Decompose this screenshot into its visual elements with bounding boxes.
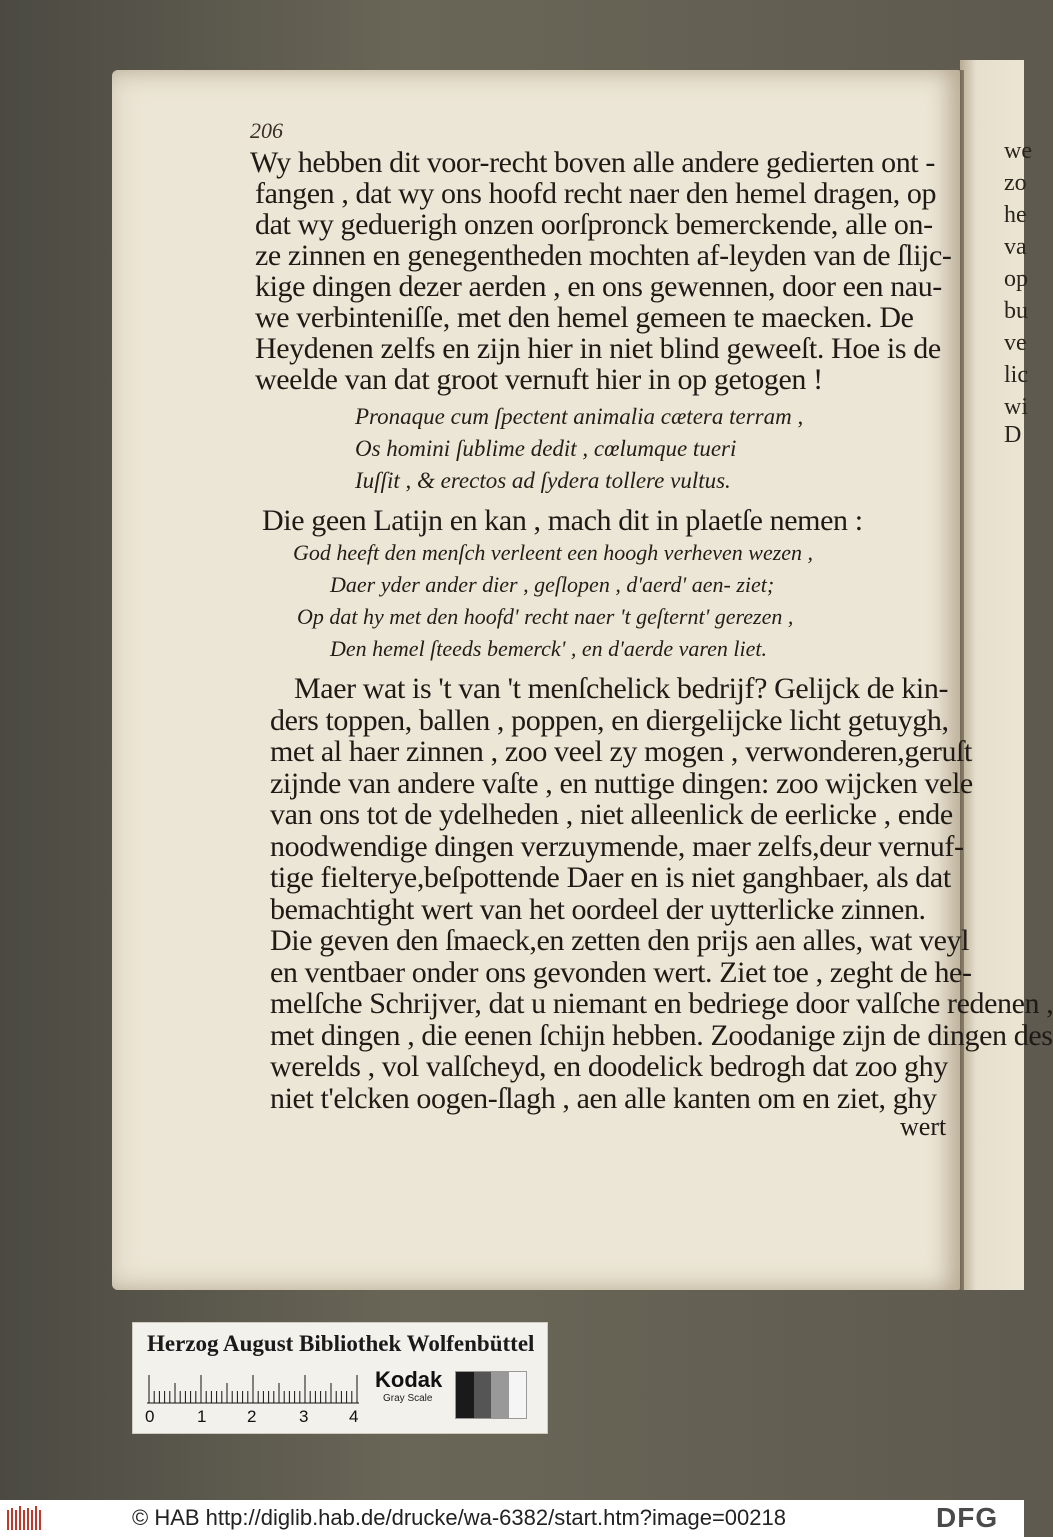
color-calibration-card <box>132 1322 548 1434</box>
catchword: wert <box>900 1112 947 1141</box>
text-line: Die geven den ſmaeck,en zetten den prijs aen alles, wat veyl <box>270 924 970 957</box>
next-page-fragment: bu <box>1004 298 1028 324</box>
text-line: niet t'elcken oogen-ſlagh , aen alle kanten om en ziet, ghy <box>270 1082 937 1115</box>
text-line: we verbinteniſſe, met den hemel gemeen te maecken. De <box>255 301 914 334</box>
next-page-fragment: we <box>1004 138 1032 164</box>
ruler-number: 3 <box>299 1407 309 1426</box>
text-line: noodwendige dingen verzuymende, maer zelfs,deur vernuf- <box>270 830 964 863</box>
copyright-link[interactable]: © HAB http://diglib.hab.de/drucke/wa-6382/start.htm?image=00218 <box>132 1505 786 1530</box>
text-line: met al haer zinnen , zoo veel zy mogen , verwonderen,geruſt <box>270 735 972 768</box>
next-page-fragment: D <box>1004 422 1022 448</box>
text-line: van ons tot de ydelheden , niet alleenlick de eerlicke , ende <box>270 798 953 831</box>
verse-line: Op dat hy met den hoofd' recht naer 't geſternt' gerezen , <box>297 604 794 629</box>
next-page-fragment: lic <box>1004 362 1028 388</box>
next-page-fragment: he <box>1004 202 1027 228</box>
text-line: Heydenen zelfs en zijn hier in niet blind geweeſt. Hoe is de <box>255 332 941 365</box>
verse-line: Daer yder ander dier , geſlopen , d'aerd' aen- ziet; <box>330 572 775 597</box>
text-line: zijnde van andere vaſte , en nuttige dingen: zoo wijcken vele <box>270 767 973 800</box>
dfg-logo: DFG <box>936 1502 999 1533</box>
text-line: met dingen , die eenen ſchijn hebben. Zoodanige zijn de dingen des <box>270 1019 1053 1052</box>
ruler-number: 1 <box>197 1407 207 1426</box>
text-line: Maer wat is 't van 't menſchelick bedrijf? Gelijck de kin- <box>294 672 949 705</box>
text-line: melſche Schrijver, dat u niemant en bedriege door valſche redenen , <box>270 987 1053 1020</box>
library-name: Herzog August Bibliothek Wolfenbüttel <box>147 1331 535 1356</box>
gray-scale-label: Gray Scale <box>383 1393 433 1404</box>
page-number: 206 <box>250 118 283 143</box>
text-line: tige fielterye,beſpottende Daer en is niet ganghbaer, als dat <box>270 861 951 894</box>
hab-logo-icon <box>6 1506 46 1532</box>
text-line: ze zinnen en genegentheden mochten af-leyden van de ſlijc- <box>255 239 952 272</box>
next-page-fragment: va <box>1004 234 1027 260</box>
verse-line: Os homini ſublime dedit , cœlumque tueri <box>355 436 737 461</box>
text-line: werelds , vol valſcheyd, en doodelick bedrogh dat zoo ghy <box>270 1050 948 1083</box>
ruler-number: 0 <box>145 1407 155 1426</box>
text-line: dat wy geduerigh onzen oorſpronck bemerckende, alle on- <box>255 208 933 241</box>
text-line: fangen , dat wy ons hoofd recht naer den hemel dragen, op <box>255 177 937 210</box>
verse-line: Iuſſit , & erectos ad ſydera tollere vultus. <box>355 468 731 493</box>
text-line: ders toppen, ballen , poppen, en diergelijcke licht getuygh, <box>270 704 949 737</box>
verse-line: God heeft den menſch verleent een hoogh verheven wezen , <box>293 540 814 565</box>
next-page-fragment: zo <box>1004 170 1027 196</box>
text-line: Wy hebben dit voor-recht boven alle andere gedierten ont - <box>250 146 935 179</box>
ruler-scale <box>147 1373 359 1405</box>
verse-line: Pronaque cum ſpectent animalia cætera terram , <box>355 404 804 429</box>
gray-swatches <box>455 1371 527 1419</box>
text-line: kige dingen dezer aerden , en ons gewennen, door een nau- <box>255 270 942 303</box>
next-page-fragment: wi <box>1004 394 1028 420</box>
verse-line: Den hemel ſteeds bemerck' , en d'aerde varen liet. <box>330 636 768 661</box>
text-line: en ventbaer onder ons gevonden wert. Ziet toe , zeght de he- <box>270 956 972 989</box>
text-line: Die geen Latijn en kan , mach dit in plaetſe nemen : <box>262 504 863 537</box>
ruler-number: 2 <box>247 1407 257 1426</box>
ruler-number: 4 <box>349 1407 359 1426</box>
next-page-fragment: op <box>1004 266 1028 292</box>
text-line: weelde van dat groot vernuft hier in op getogen ! <box>255 363 823 396</box>
footer-bar <box>0 1500 1024 1537</box>
next-page-fragment: ve <box>1004 330 1027 356</box>
text-line: bemachtight wert van het oordeel der uytterlicke zinnen. <box>270 893 926 926</box>
kodak-logo: Kodak <box>375 1367 443 1392</box>
